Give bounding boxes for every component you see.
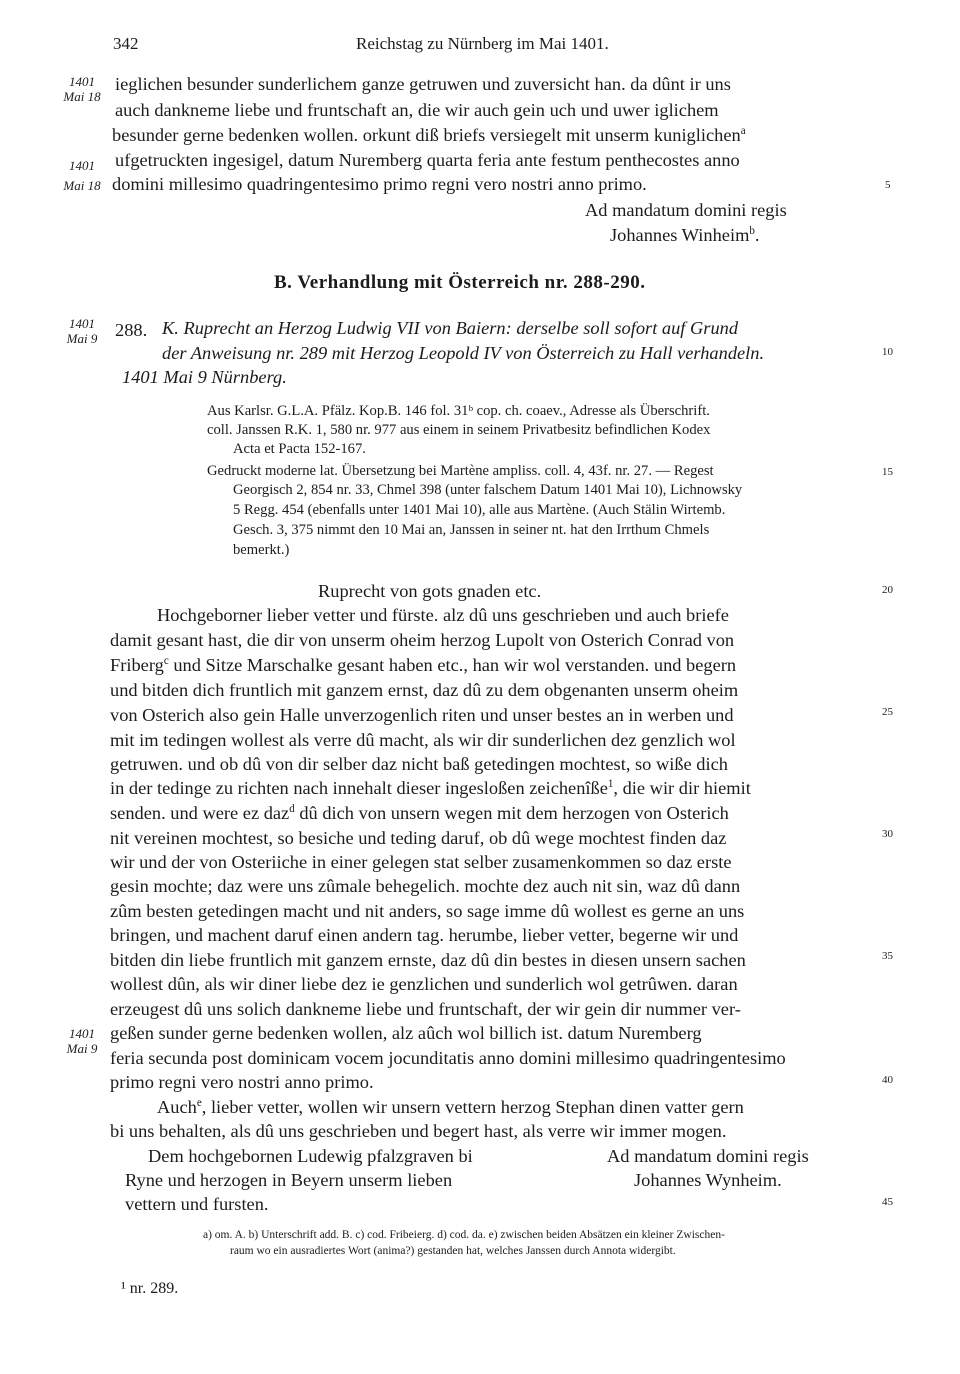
text-line: auch dankneme liebe und fruntschaft an, die wir auch gein uch und uwer iglichem: [115, 100, 719, 120]
source-line: Gedruckt moderne lat. Übersetzung bei Martène ampliss. coll. 4, 43f. nr. 27. — Regest: [207, 463, 714, 479]
line-number: 5: [885, 179, 891, 191]
body-line: von Osterich also gein Halle unverzogenlich riten und unser bestes an in werben und: [110, 705, 734, 725]
body-line: erzeugest dû uns solich dankneme liebe und fruntschaft, der wir gein dir nummer ver-: [110, 999, 741, 1019]
apparatus-line: a) om. A. b) Unterschrift add. B. c) cod. Fribeierg. d) cod. da. e) zwischen beiden Absätzen ein kleiner Zwischen-: [203, 1229, 725, 1241]
body-line: in der tedinge zu richten nach innehalt dieser ingesloßen zeichenîße$^1$, die wir dir hiemit: [110, 777, 751, 798]
document-number: 288.: [115, 320, 148, 340]
text-line: ieglichen besunder sunderlichem ganze getruwen und zuversicht han. da dûnt ir uns: [115, 74, 731, 94]
margin-date: Mai 18: [63, 178, 101, 193]
line-number: 15: [882, 466, 893, 478]
source-line: coll. Janssen R.K. 1, 580 nr. 977 aus einem in seinem Privatbesitz befindlichen Kodex: [207, 422, 711, 438]
postscript-line: bi uns behalten, als dû uns geschrieben und begert hast, als verre wir immer mogen.: [110, 1121, 727, 1141]
salutation: Ruprecht von gots gnaden etc.: [318, 581, 542, 601]
source-line: 5 Regg. 454 (ebenfalls unter 1401 Mai 10), alle aus Martène. (Auch Stälin Wirtemb.: [233, 502, 726, 518]
document-title-line: K. Ruprecht an Herzog Ludwig VII von Baiern: derselbe soll sofort auf Grund: [162, 318, 739, 338]
body-line: senden. und were ez daz$^d$ dû dich von unsern wegen mit dem herzogen von Osterich: [110, 802, 729, 823]
running-title: Reichstag zu Nürnberg im Mai 1401.: [356, 34, 609, 53]
footnote-marker: 1: [607, 777, 614, 790]
body-line: damit gesant hast, die dir von unserm oheim herzog Lupolt von Osterich Conrad von: [110, 630, 735, 650]
line-number: 25: [882, 706, 893, 718]
body-line: nit vereinen mochtest, so besiche und teding daruf, ob dû wege mochtest finden daz: [110, 828, 727, 848]
margin-date: 1401 Mai 18: [63, 74, 101, 104]
source-line: Georgisch 2, 854 nr. 33, Chmel 398 (unter falschem Datum 1401 Mai 10), Lichnowsky: [233, 482, 743, 498]
document-title-line: 1401 Mai 9 Nürnberg.: [122, 367, 287, 387]
mandate-line: Ad mandatum domini regis: [585, 200, 787, 220]
body-line: Friberg$^c$ und Sitze Marschalke gesant haben etc., han wir wol verstanden. und begern: [110, 654, 737, 675]
body-line: wir und der von Osteriiche in einer gelegen stat selber zusamenkommen so daz erste: [110, 852, 732, 872]
source-line: Aus Karlsr. G.L.A. Pfälz. Kop.B. 146 fol. 31ᵇ cop. ch. coaev., Adresse als Überschrift.: [207, 403, 710, 419]
body-line: primo regni vero nostri anno primo.: [110, 1072, 374, 1092]
line-number: 40: [882, 1074, 893, 1086]
line-number: 30: [882, 828, 893, 840]
body-line: geßen sunder gerne bedenken wollen, alz aûch wol billich ist. datum Nuremberg: [110, 1023, 702, 1043]
source-line: Gesch. 3, 375 nimmt den 10 Mai an, Janssen in seiner nt. hat den Irrthum Chmels: [233, 522, 710, 538]
address-line: Dem hochgebornen Ludewig pfalzgraven bi: [148, 1146, 473, 1166]
line-number: 45: [882, 1196, 893, 1208]
body-line: wollest dûn, als wir diner liebe dez ie genzlichen und sunderlich wol getrûwen. daran: [110, 974, 738, 994]
mandate-line: Ad mandatum domini regis: [607, 1146, 809, 1166]
line-number: 10: [882, 346, 893, 358]
address-line: Ryne und herzogen in Beyern unserm lieben: [125, 1170, 453, 1190]
address-line: vettern und fursten.: [125, 1194, 269, 1214]
footnote-marker: d: [289, 802, 295, 815]
section-heading: B. Verhandlung mit Österreich nr. 288-290.: [274, 272, 646, 293]
mandate-signature: Johannes Wynheim.: [634, 1170, 782, 1190]
postscript-line: Auch$^e$, lieber vetter, wollen wir unsern vettern herzog Stephan dinen vatter gern: [157, 1096, 744, 1117]
mandate-signature: Johannes Winheim$^b$.: [610, 224, 760, 245]
margin-date: 1401: [69, 158, 95, 173]
body-line: bitden din liebe fruntlich mit ganzem ernste, daz dû din bestes in diesen unsern sachen: [110, 950, 746, 970]
body-line: zûm besten getedingen macht und nit anders, so sage imme dû wollest es gerne an uns: [110, 901, 745, 921]
source-line: bemerkt.): [233, 542, 290, 558]
footnote-marker: c: [163, 654, 169, 667]
body-line: bringen, und machent daruf einen andern tag. herumbe, lieber vetter, begerne wir und: [110, 925, 739, 945]
apparatus-line: raum wo ein ausradiertes Wort (anima?) gestanden hat, welches Janssen durch Annota widergibt.: [230, 1245, 676, 1257]
body-line: gesin mochte; daz were uns zûmale behegelich. mochte dez auch nit sin, waz dû dann: [110, 876, 741, 896]
text-line: ufgetruckten ingesigel, datum Nuremberg quarta feria ante festum penthecostes anno: [115, 150, 740, 170]
footnote: ¹ nr. 289.: [121, 1280, 179, 1297]
body-line: und bitden dich fruntlich mit ganzem ernst, daz dû zu dem obgenanten unserm oheim: [110, 680, 739, 700]
body-line: getruwen. und ob dû von dir selber daz nicht baß getedingen mochtest, so wiße dich: [110, 754, 728, 774]
text-line: domini millesimo quadringentesimo primo regni vero nostri anno primo.: [112, 174, 647, 194]
body-line: Hochgeborner lieber vetter und fürste. alz dû uns geschrieben und auch briefe: [157, 605, 729, 625]
footnote-marker: e: [196, 1096, 202, 1109]
text-line: besunder gerne bedenken wollen. orkunt diß briefs versiegelt mit unserm kuniglichen$^a$: [112, 124, 746, 145]
body-line: mit im tedingen wollest als verre dû macht, als wir dir sunderlichen dez genzlich wol: [110, 730, 736, 750]
source-line: Acta et Pacta 152-167.: [233, 441, 366, 457]
line-number: 20: [882, 584, 893, 596]
margin-date: 1401 Mai 9: [66, 1026, 98, 1056]
body-line: feria secunda post dominicam vocem jocunditatis anno domini millesimo quadringentesimo: [110, 1048, 786, 1068]
line-number: 35: [882, 950, 893, 962]
page-number: 342: [113, 34, 139, 53]
margin-date: 1401 Mai 9: [66, 316, 98, 346]
document-title-line: der Anweisung nr. 289 mit Herzog Leopold IV von Österreich zu Hall verhandeln.: [162, 343, 765, 363]
